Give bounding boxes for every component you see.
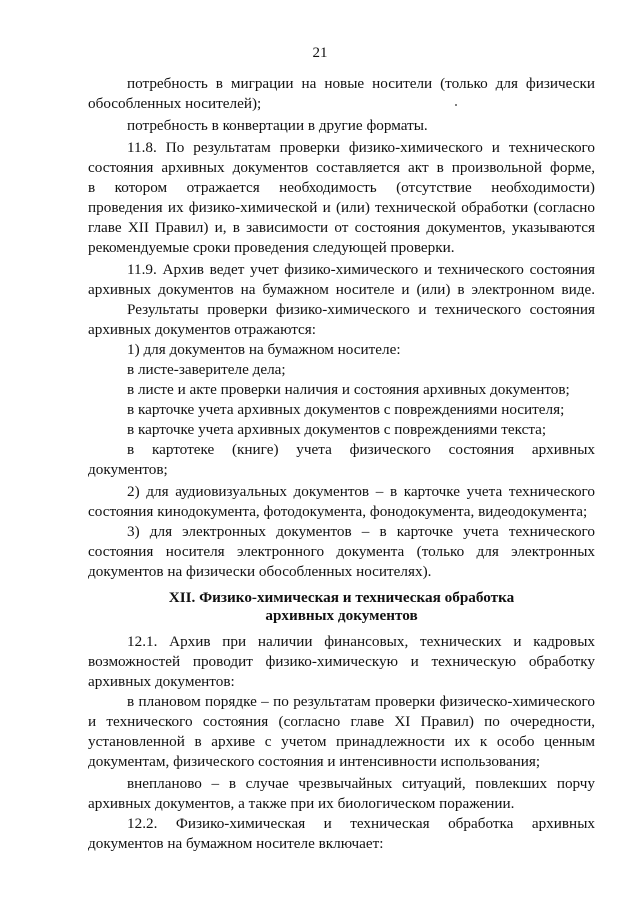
- text-line: проведения их физико-химической и (или) технической обработки (согласно: [88, 199, 595, 216]
- text-line: архивных документов отражаются:: [88, 321, 317, 338]
- text-line: 11.9. Архив ведет учет физико-химического и технического состояния: [127, 261, 595, 278]
- text-line: в плановом порядке – по результатам проверки физическо-химического: [127, 693, 595, 710]
- text-line: документов;: [88, 461, 168, 478]
- text-line: состояния носителя электронного документа (только для электронных: [88, 543, 595, 560]
- text-line: Результаты проверки физико-химического и технического состояния: [127, 301, 595, 318]
- text-line: возможностей проводит физико-химическую и техническую обработку: [88, 653, 595, 670]
- text-line: 3) для электронных документов – в карточке учета технического: [127, 523, 595, 540]
- text-line: установленной в архиве с учетом принадлежности их к особо ценным: [88, 733, 595, 750]
- text-line: 2) для аудиовизуальных документов – в карточке учета технического: [127, 483, 595, 500]
- text-line: потребность в конвертации в другие форматы.: [127, 117, 428, 134]
- text-line: архивных документов на бумажном носителе и (или) в электронном виде.: [88, 281, 595, 298]
- text-line: обособленных носителей);: [88, 95, 262, 112]
- text-line: архивных документов:: [88, 673, 235, 690]
- text-line: документам, физического состояния и интенсивности использования;: [88, 753, 541, 770]
- text-line: в листе и акте проверки наличия и состояния архивных документов;: [127, 381, 570, 398]
- text-line: документов на бумажном носителе включает:: [88, 835, 384, 852]
- text-line: состояния кинодокумента, фотодокумента, фонодокумента, видеодокумента;: [88, 503, 588, 520]
- text-line: документов на физически обособленных носителях).: [88, 563, 432, 580]
- section-heading: XII. Физико-химическая и техническая обработка: [168, 589, 515, 606]
- text-line: архивных документов, а также при их биологическом поражении.: [88, 795, 515, 812]
- text-line: 12.2. Физико-химическая и техническая обработка архивных: [127, 815, 595, 832]
- section-heading: архивных документов: [265, 607, 418, 624]
- text-line: в карточке учета архивных документов с повреждениями носителя;: [127, 401, 565, 418]
- text-line: 12.1. Архив при наличии финансовых, технических и кадровых: [127, 633, 595, 650]
- text-line: потребность в миграции на новые носители (только для физически: [127, 75, 595, 92]
- text-line: в картотеке (книге) учета физического состояния архивных: [127, 441, 595, 458]
- text-line: в листе-заверителе дела;: [127, 361, 286, 378]
- text-line: 11.8. По результатам проверки физико-химического и технического: [127, 139, 595, 156]
- text-line: и технического состояния (согласно главе XI Правил) по очередности,: [88, 713, 595, 730]
- text-line: 1) для документов на бумажном носителе:: [127, 341, 401, 358]
- text-line: в карточке учета архивных документов с повреждениями текста;: [127, 421, 547, 438]
- text-line: главе XII Правил) и, в зависимости от состояния документов, указываются: [88, 219, 595, 236]
- page-number: 21: [312, 45, 328, 61]
- text-line: внепланово – в случае чрезвычайных ситуаций, повлекших порчу: [127, 775, 595, 792]
- text-line: состояния архивных документов составляется акт в произвольной форме,: [88, 159, 595, 176]
- text-line: рекомендуемые сроки проведения следующей проверки.: [88, 239, 455, 256]
- text-line: в котором отражается необходимость (отсутствие необходимости): [88, 179, 595, 196]
